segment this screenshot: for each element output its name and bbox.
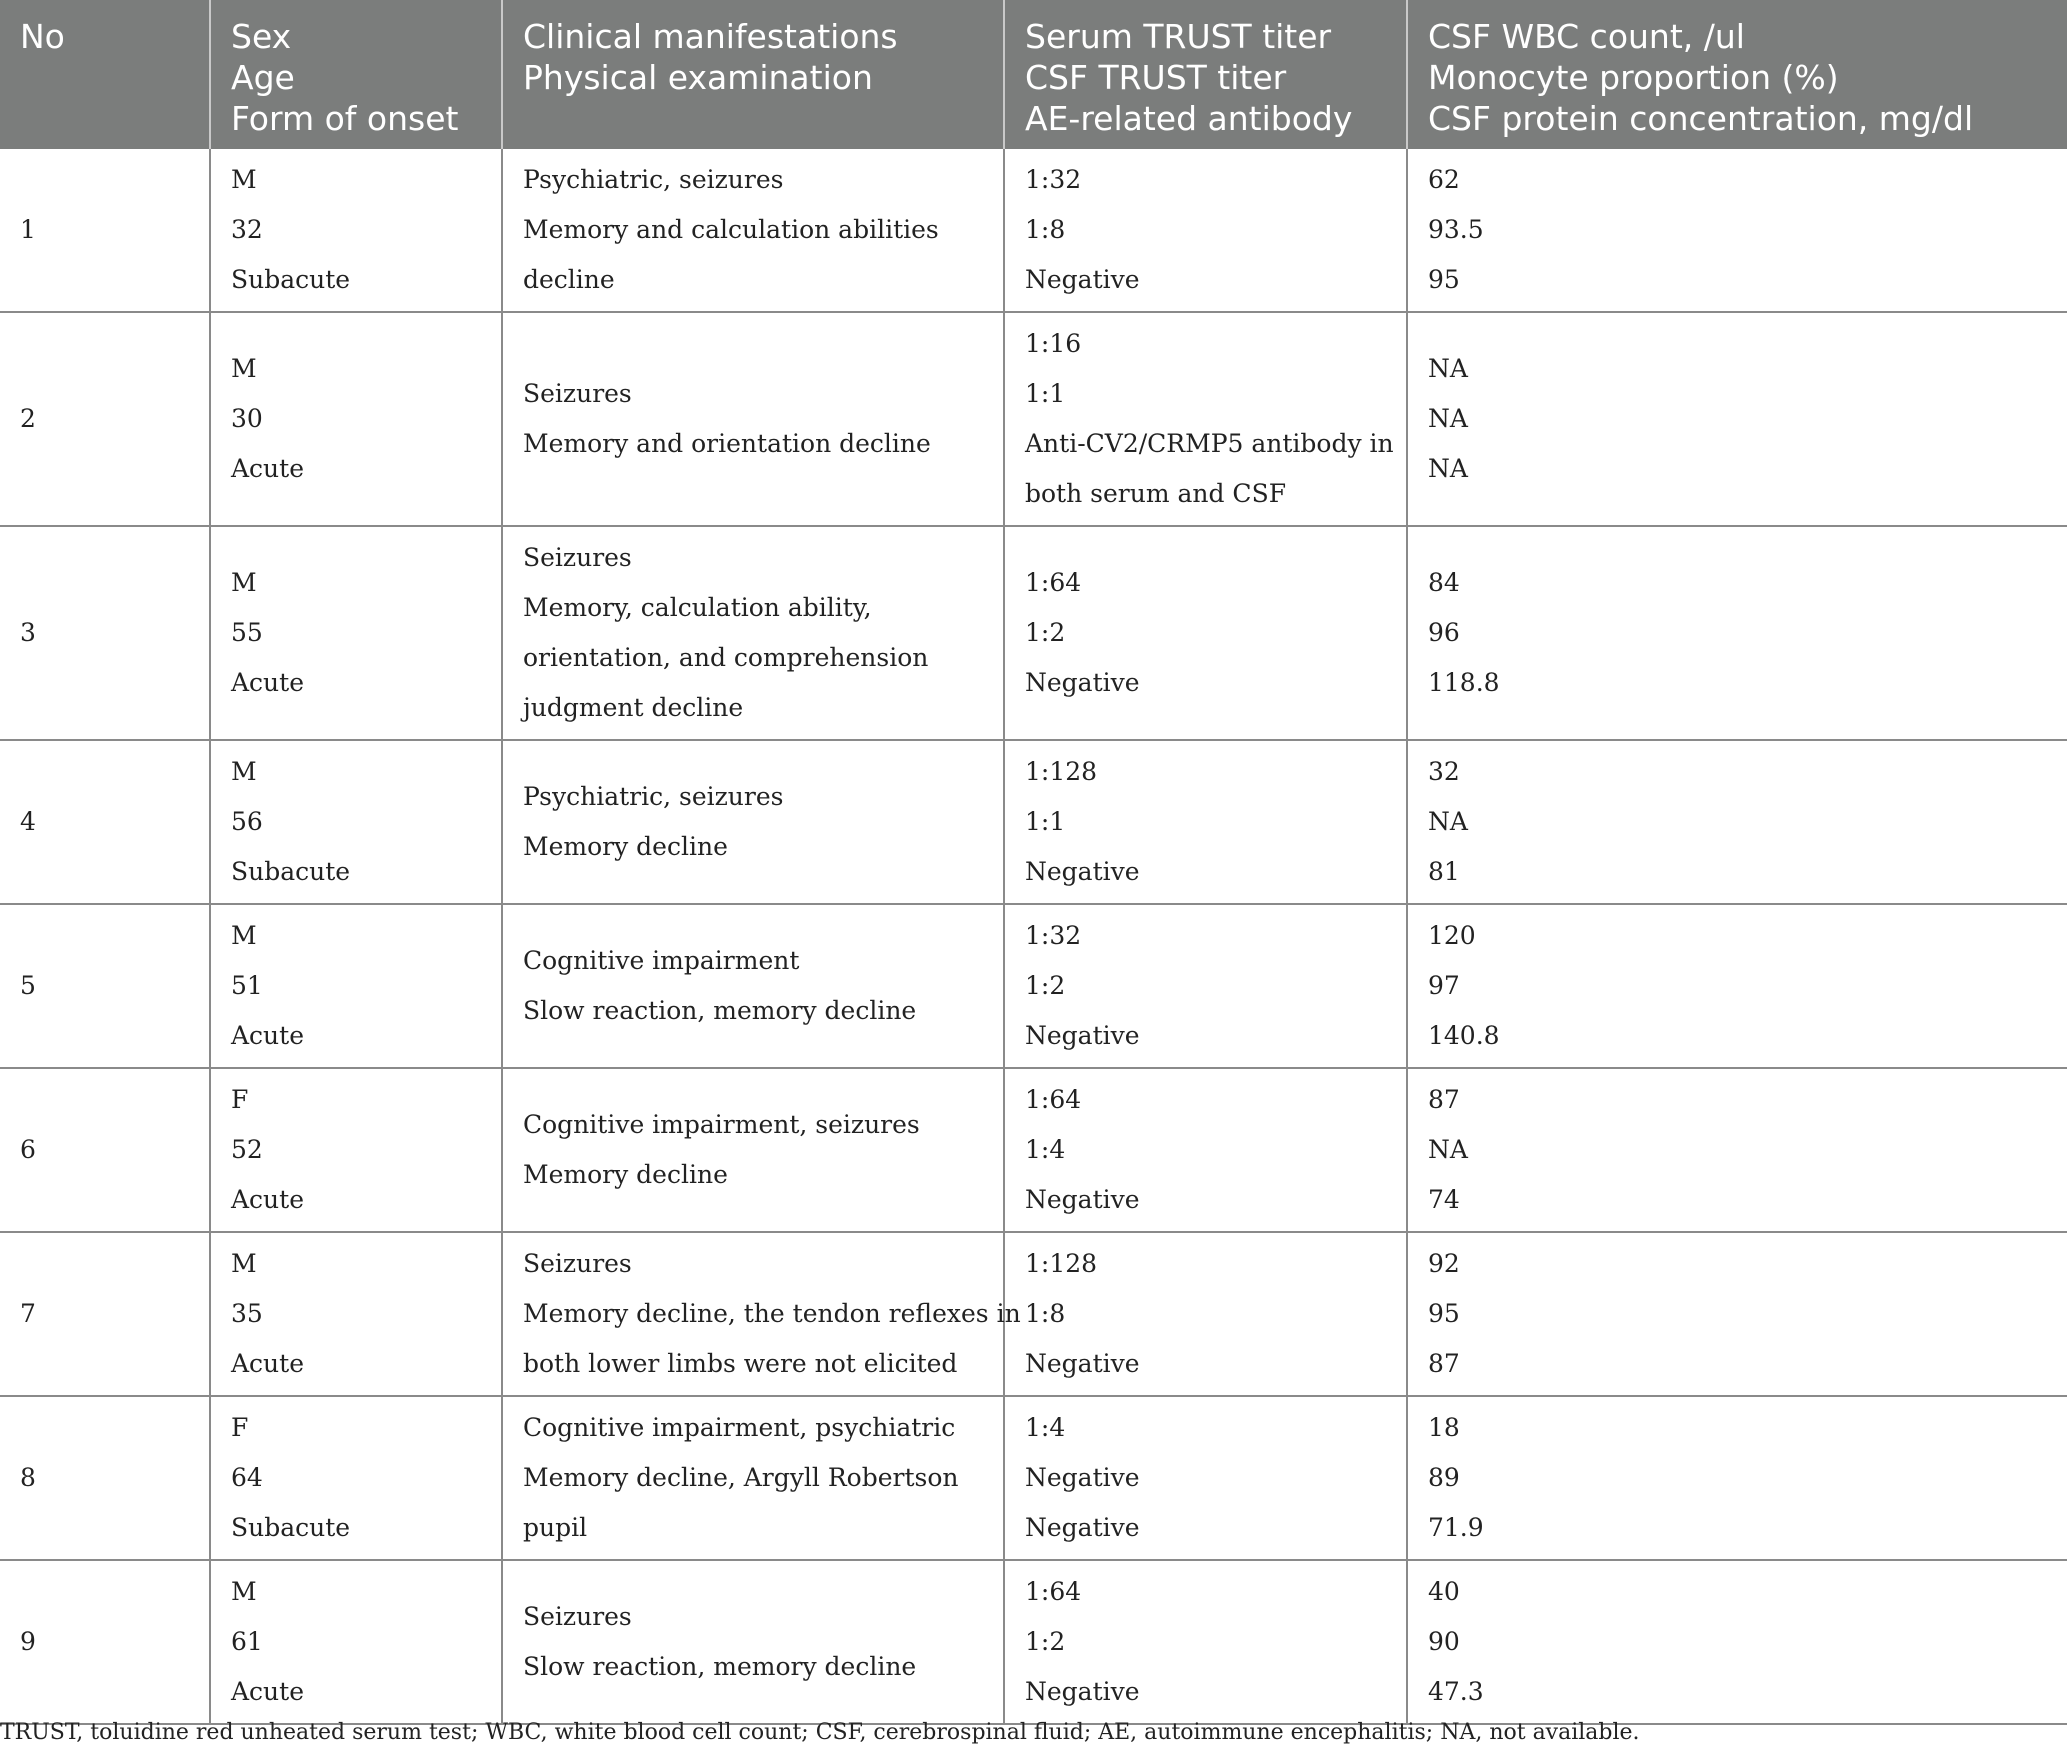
cell-line: 1:2 bbox=[1025, 1627, 1066, 1656]
cell-csf bbox=[1407, 1396, 2067, 1560]
cell-trust bbox=[1004, 312, 1407, 526]
header-line: Monocyte proportion (%) bbox=[1428, 58, 1839, 97]
cell-line: 1:8 bbox=[1025, 1299, 1066, 1328]
cell-line: 71.9 bbox=[1428, 1513, 1484, 1542]
cell-line: Negative bbox=[1025, 1021, 1140, 1050]
cell-clinical bbox=[502, 1068, 1004, 1232]
cell-sex-age-onset bbox=[210, 1560, 502, 1724]
cell-line: Acute bbox=[231, 1677, 304, 1706]
cell-line: 1:16 bbox=[1025, 329, 1082, 358]
cell-line: NA bbox=[1428, 1135, 1468, 1164]
cell-line: 95 bbox=[1428, 265, 1460, 294]
header-trust bbox=[1004, 0, 1407, 149]
cell-line: Memory decline bbox=[523, 832, 728, 861]
cell-line: 1:64 bbox=[1025, 568, 1082, 597]
cell-line: 62 bbox=[1428, 165, 1460, 194]
cell-csf bbox=[1407, 904, 2067, 1068]
cell-line: orientation, and comprehension bbox=[523, 643, 929, 672]
cell-line: 90 bbox=[1428, 1627, 1460, 1656]
cell-line: Slow reaction, memory decline bbox=[523, 1652, 917, 1681]
cell-line: M bbox=[231, 757, 257, 786]
header-sex-age-onset bbox=[210, 0, 502, 149]
cell-sex-age-onset bbox=[210, 1232, 502, 1396]
cell-line: 2 bbox=[20, 404, 36, 433]
cell-line: 3 bbox=[20, 618, 36, 647]
cell-line: Subacute bbox=[231, 1513, 351, 1542]
cell-line: Memory and calculation abilities bbox=[523, 215, 939, 244]
table-row bbox=[0, 1068, 2067, 1232]
cell-line: M bbox=[231, 165, 257, 194]
header-line: Serum TRUST titer bbox=[1025, 17, 1332, 56]
cell-no bbox=[0, 312, 210, 526]
cell-line: both lower limbs were not elicited bbox=[523, 1349, 958, 1378]
cell-line: NA bbox=[1428, 807, 1468, 836]
cell-line: Negative bbox=[1025, 1185, 1140, 1214]
cell-line: Acute bbox=[231, 1021, 304, 1050]
cell-line: M bbox=[231, 568, 257, 597]
cell-no bbox=[0, 740, 210, 904]
cell-line: M bbox=[231, 354, 257, 383]
cell-csf bbox=[1407, 1232, 2067, 1396]
header-line: CSF WBC count, /ul bbox=[1428, 17, 1745, 56]
cell-line: 8 bbox=[20, 1463, 36, 1492]
cell-line: M bbox=[231, 1249, 257, 1278]
cell-line: 92 bbox=[1428, 1249, 1460, 1278]
cell-no bbox=[0, 1068, 210, 1232]
cell-line: Negative bbox=[1025, 265, 1140, 294]
cell-sex-age-onset bbox=[210, 740, 502, 904]
cell-no bbox=[0, 1232, 210, 1396]
cell-line: 84 bbox=[1428, 568, 1460, 597]
cell-line: Memory decline, Argyll Robertson bbox=[523, 1463, 959, 1492]
cell-line: Negative bbox=[1025, 668, 1140, 697]
cell-line: 4 bbox=[20, 807, 36, 836]
cell-trust bbox=[1004, 149, 1407, 312]
cell-line: 118.8 bbox=[1428, 668, 1500, 697]
cell-line: Subacute bbox=[231, 857, 351, 886]
cell-line: 74 bbox=[1428, 1185, 1460, 1214]
cell-line: 1:64 bbox=[1025, 1085, 1082, 1114]
cell-line: F bbox=[231, 1413, 249, 1442]
header-line: Form of onset bbox=[231, 99, 459, 138]
cell-line: 5 bbox=[20, 971, 36, 1000]
cell-csf bbox=[1407, 149, 2067, 312]
cell-no bbox=[0, 526, 210, 740]
cell-line: NA bbox=[1428, 354, 1468, 383]
cell-clinical bbox=[502, 904, 1004, 1068]
cell-line: M bbox=[231, 921, 257, 950]
table-row bbox=[0, 1560, 2067, 1724]
cell-line: Cognitive impairment bbox=[523, 946, 800, 975]
cell-line: Cognitive impairment, seizures bbox=[523, 1110, 920, 1139]
cell-line: Negative bbox=[1025, 1349, 1140, 1378]
cell-line: Cognitive impairment, psychiatric bbox=[523, 1413, 956, 1442]
cell-sex-age-onset bbox=[210, 1068, 502, 1232]
cell-line: judgment decline bbox=[523, 693, 744, 722]
cell-line: 96 bbox=[1428, 618, 1460, 647]
cell-line: 87 bbox=[1428, 1085, 1460, 1114]
cell-line: NA bbox=[1428, 404, 1468, 433]
header-line: Physical examination bbox=[523, 58, 873, 97]
table-body bbox=[0, 149, 2067, 1724]
table-row bbox=[0, 1232, 2067, 1396]
cell-no bbox=[0, 1560, 210, 1724]
cell-clinical bbox=[502, 1560, 1004, 1724]
cell-line: 97 bbox=[1428, 971, 1460, 1000]
cell-line: NA bbox=[1428, 454, 1468, 483]
cell-clinical bbox=[502, 1396, 1004, 1560]
header-line: Clinical manifestations bbox=[523, 17, 898, 56]
cell-csf bbox=[1407, 1068, 2067, 1232]
header-line: Age bbox=[231, 58, 295, 97]
cell-sex-age-onset bbox=[210, 526, 502, 740]
cell-line: Slow reaction, memory decline bbox=[523, 996, 917, 1025]
cell-line: 140.8 bbox=[1428, 1021, 1500, 1050]
cell-line: 47.3 bbox=[1428, 1677, 1484, 1706]
cell-line: Memory and orientation decline bbox=[523, 429, 931, 458]
cell-line: 40 bbox=[1428, 1577, 1460, 1606]
cell-line: 120 bbox=[1428, 921, 1476, 950]
cell-no bbox=[0, 1396, 210, 1560]
cell-line: Seizures bbox=[523, 379, 632, 408]
table-header-row bbox=[0, 0, 2067, 149]
cell-line: 30 bbox=[231, 404, 263, 433]
cell-line: 1:128 bbox=[1025, 757, 1098, 786]
table-row bbox=[0, 740, 2067, 904]
cell-line: 9 bbox=[20, 1627, 36, 1656]
cell-line: 1:1 bbox=[1025, 379, 1066, 408]
cell-line: Subacute bbox=[231, 265, 351, 294]
cell-line: 1:32 bbox=[1025, 921, 1082, 950]
cell-line: Negative bbox=[1025, 857, 1140, 886]
cell-line: 89 bbox=[1428, 1463, 1460, 1492]
cell-line: Psychiatric, seizures bbox=[523, 782, 784, 811]
cell-clinical bbox=[502, 740, 1004, 904]
cell-trust bbox=[1004, 526, 1407, 740]
cell-sex-age-onset bbox=[210, 1396, 502, 1560]
cell-line: Seizures bbox=[523, 1249, 632, 1278]
cell-trust bbox=[1004, 1560, 1407, 1724]
cell-line: 61 bbox=[231, 1627, 263, 1656]
cell-line: 35 bbox=[231, 1299, 263, 1328]
cell-line: 1:128 bbox=[1025, 1249, 1098, 1278]
table-row bbox=[0, 1396, 2067, 1560]
cell-line: Acute bbox=[231, 454, 304, 483]
cell-line: 55 bbox=[231, 618, 263, 647]
cell-line: Negative bbox=[1025, 1513, 1140, 1542]
cell-trust bbox=[1004, 1068, 1407, 1232]
cell-csf bbox=[1407, 312, 2067, 526]
cell-trust bbox=[1004, 740, 1407, 904]
cell-line: 18 bbox=[1428, 1413, 1460, 1442]
cell-line: decline bbox=[523, 265, 615, 294]
cell-no bbox=[0, 149, 210, 312]
cell-line: 87 bbox=[1428, 1349, 1460, 1378]
cell-line: 81 bbox=[1428, 857, 1460, 886]
cell-clinical bbox=[502, 526, 1004, 740]
header-line: CSF protein concentration, mg/dl bbox=[1428, 99, 1974, 138]
cell-csf bbox=[1407, 1560, 2067, 1724]
cell-line: 1 bbox=[20, 215, 36, 244]
table-footnote: TRUST, toluidine red unheated serum test; WBC, white blood cell count; CSF, cerebrospinal fluid; AE, autoimmune encephalitis; NA, not available. bbox=[0, 1720, 1640, 1745]
cell-line: 6 bbox=[20, 1135, 36, 1164]
cell-line: Seizures bbox=[523, 1602, 632, 1631]
header-line: CSF TRUST titer bbox=[1025, 58, 1287, 97]
cell-line: Negative bbox=[1025, 1463, 1140, 1492]
cell-line: 93.5 bbox=[1428, 215, 1484, 244]
cell-sex-age-onset bbox=[210, 149, 502, 312]
cell-clinical bbox=[502, 149, 1004, 312]
table-row bbox=[0, 149, 2067, 312]
cell-line: 52 bbox=[231, 1135, 263, 1164]
cell-line: Acute bbox=[231, 1185, 304, 1214]
header-line: No bbox=[20, 17, 65, 56]
cell-line: 1:64 bbox=[1025, 1577, 1082, 1606]
cell-line: 32 bbox=[1428, 757, 1460, 786]
cell-trust bbox=[1004, 904, 1407, 1068]
header-no bbox=[0, 0, 210, 149]
header-clinical bbox=[502, 0, 1004, 149]
cell-line: 95 bbox=[1428, 1299, 1460, 1328]
cell-line: 1:2 bbox=[1025, 971, 1066, 1000]
header-line: AE-related antibody bbox=[1025, 99, 1353, 138]
cell-line: 1:4 bbox=[1025, 1413, 1066, 1442]
header-csf bbox=[1407, 0, 2067, 149]
cell-trust bbox=[1004, 1232, 1407, 1396]
cell-line: Acute bbox=[231, 1349, 304, 1378]
cell-line: 7 bbox=[20, 1299, 36, 1328]
cell-line: 1:4 bbox=[1025, 1135, 1066, 1164]
cell-line: 1:8 bbox=[1025, 215, 1066, 244]
cell-line: both serum and CSF bbox=[1025, 479, 1287, 508]
cell-line: pupil bbox=[523, 1513, 588, 1542]
cell-trust bbox=[1004, 1396, 1407, 1560]
table-row bbox=[0, 526, 2067, 740]
cell-line: 1:32 bbox=[1025, 165, 1082, 194]
cell-line: Psychiatric, seizures bbox=[523, 165, 784, 194]
cell-line: 32 bbox=[231, 215, 263, 244]
cell-line: 1:2 bbox=[1025, 618, 1066, 647]
cell-no bbox=[0, 904, 210, 1068]
cell-line: Memory decline bbox=[523, 1160, 728, 1189]
cell-line: M bbox=[231, 1577, 257, 1606]
cell-clinical bbox=[502, 1232, 1021, 1396]
cell-line: Seizures bbox=[523, 543, 632, 572]
cell-line: F bbox=[231, 1085, 249, 1114]
cell-sex-age-onset bbox=[210, 904, 502, 1068]
cell-line: 51 bbox=[231, 971, 263, 1000]
table-row bbox=[0, 904, 2067, 1068]
cell-line: 1:1 bbox=[1025, 807, 1066, 836]
cell-line: Negative bbox=[1025, 1677, 1140, 1706]
cell-line: Acute bbox=[231, 668, 304, 697]
cell-csf bbox=[1407, 526, 2067, 740]
cell-line: Memory, calculation ability, bbox=[523, 593, 872, 622]
cell-csf bbox=[1407, 740, 2067, 904]
table-row bbox=[0, 312, 2067, 526]
cell-line: 64 bbox=[231, 1463, 263, 1492]
cell-line: 56 bbox=[231, 807, 263, 836]
cell-sex-age-onset bbox=[210, 312, 502, 526]
cell-clinical bbox=[502, 312, 1004, 526]
header-line: Sex bbox=[231, 17, 292, 56]
cell-line: Memory decline, the tendon reflexes in bbox=[523, 1299, 1021, 1328]
cell-line: Anti-CV2/CRMP5 antibody in bbox=[1025, 429, 1394, 458]
